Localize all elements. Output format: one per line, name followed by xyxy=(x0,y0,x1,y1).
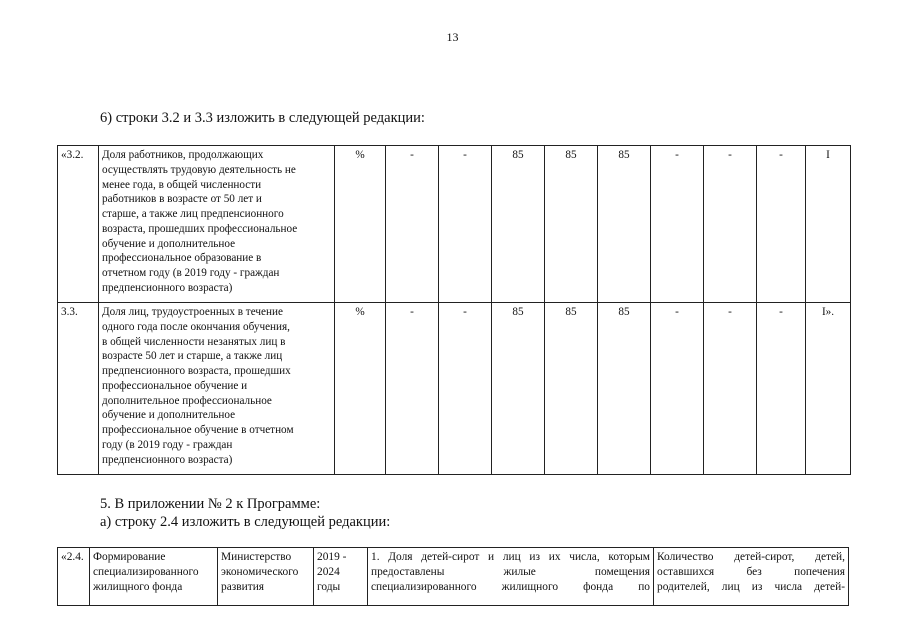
text-line: годы xyxy=(317,581,341,594)
text-line: Доля работников, продолжающих xyxy=(102,149,264,161)
value-cell: - xyxy=(757,303,806,475)
table2-row xyxy=(58,548,849,606)
value-cell: - xyxy=(439,303,492,475)
text-line: отчетном году (в 2019 году - граждан xyxy=(102,267,280,280)
indicators-table xyxy=(57,145,851,475)
text-line: профессиональное обучение в отчетном xyxy=(102,424,294,437)
value-cell: 85 xyxy=(598,303,651,475)
value-cell: 85 xyxy=(492,303,545,475)
responsible-cell xyxy=(218,548,314,606)
text-line: специализированного xyxy=(93,566,199,579)
text-line: Министерство xyxy=(221,551,292,563)
text-line: одного года после окончания обучения, xyxy=(102,320,290,333)
indicator-cell xyxy=(368,548,654,606)
row-number: 3.3. xyxy=(58,303,99,475)
value-cell: - xyxy=(704,303,757,475)
value-cell: 85 xyxy=(545,146,598,303)
page-number: 13 xyxy=(446,30,459,44)
last-cell: I». xyxy=(806,303,851,475)
indicator-description xyxy=(99,146,335,303)
unit-cell: % xyxy=(335,146,386,303)
text-line: Доля лиц, трудоустроенных в течение xyxy=(102,306,283,318)
text-line: родителей, лиц из числа детей- xyxy=(657,581,845,594)
text-line: обучение и дополнительное xyxy=(102,409,236,422)
table-row xyxy=(58,146,851,303)
row-number: «2.4. xyxy=(58,548,90,606)
text-line: в общей численности незанятых лиц в xyxy=(102,335,286,348)
text-line: экономического xyxy=(221,566,299,579)
last-cell: I xyxy=(806,146,851,303)
text-line: Количество детей-сирот, детей, xyxy=(657,551,845,563)
text-line: оставшихся без попечения xyxy=(657,566,845,579)
value-cell: - xyxy=(439,146,492,303)
value-cell: 85 xyxy=(598,146,651,303)
text-line: предоставлены жилые помещения xyxy=(371,566,650,579)
section-5-heading: 5. В приложении № 2 к Программе: xyxy=(100,496,321,512)
text-line: развития xyxy=(221,581,265,594)
text-line: дополнительное профессиональное xyxy=(102,394,272,407)
text-line: году (в 2019 году - граждан xyxy=(102,439,233,452)
program-table xyxy=(57,547,849,606)
text-line: возраста, прошедших профессиональное xyxy=(102,222,298,235)
text-line: жилищного фонда xyxy=(93,581,183,594)
text-line: предпенсионного возраста, прошедших xyxy=(102,365,291,378)
text-line: профессиональное образование в xyxy=(102,252,262,265)
value-cell: - xyxy=(386,303,439,475)
section-5-subheading: а) строку 2.4 изложить в следующей редакции: xyxy=(100,514,391,530)
value-cell: - xyxy=(386,146,439,303)
value-cell: 85 xyxy=(492,146,545,303)
text-line: Формирование xyxy=(93,551,166,563)
measure-name-cell xyxy=(90,548,218,606)
text-line: профессиональное обучение и xyxy=(102,379,248,392)
text-line: 1. Доля детей-сирот и лиц из их числа, которым xyxy=(371,551,650,563)
text-line: осуществлять трудовую деятельность не xyxy=(102,163,296,176)
value-cell: 85 xyxy=(545,303,598,475)
value-cell: - xyxy=(704,146,757,303)
text-line: старше, а также лиц предпенсионного xyxy=(102,208,284,221)
text-line: 2019 - xyxy=(317,551,347,563)
text-line: специализированного жилищного фонда по xyxy=(371,581,650,594)
value-cell: - xyxy=(651,146,704,303)
heading-6: 6) строки 3.2 и 3.3 изложить в следующей редакции: xyxy=(100,110,425,126)
text-line: предпенсионного возраста) xyxy=(102,282,233,295)
indicator-description xyxy=(99,303,335,475)
text-line: предпенсионного возраста) xyxy=(102,453,233,466)
text-line: работников в возрасте от 50 лет и xyxy=(102,193,262,206)
text-line: возрасте 50 лет и старше, а также лиц xyxy=(102,350,283,363)
value-cell: - xyxy=(757,146,806,303)
table-row xyxy=(58,303,851,475)
unit-cell: % xyxy=(335,303,386,475)
text-line: 2024 xyxy=(317,566,340,579)
row-number: «3.2. xyxy=(58,146,99,303)
text-line: обучение и дополнительное xyxy=(102,237,236,250)
period-cell xyxy=(314,548,368,606)
text-line: менее года, в общей численности xyxy=(102,178,262,191)
value-cell: - xyxy=(651,303,704,475)
result-cell xyxy=(654,548,849,606)
